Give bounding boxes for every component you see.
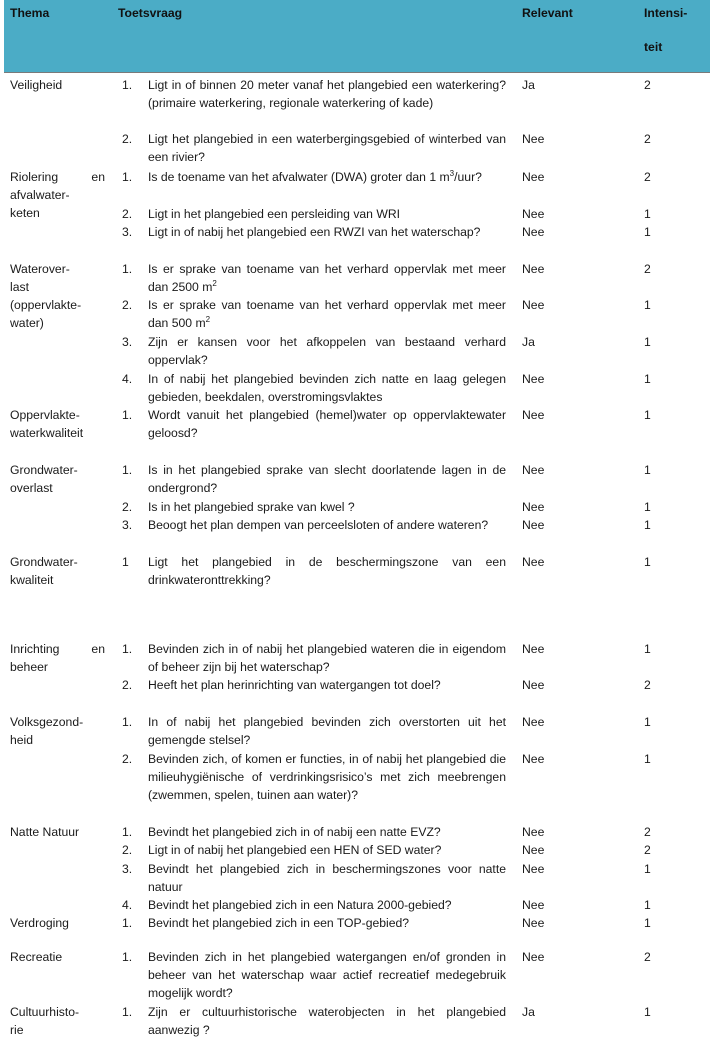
question-number: 1. (122, 950, 133, 964)
question-text: Is er sprake van toename van het verhard oppervlak met meer dan 500 $m^2$ (148, 298, 506, 330)
intensiteit-cell: 1 (644, 715, 651, 729)
thema-cell: Recreatie (10, 950, 63, 964)
question-text: Bevindt het plangebied zich in een Natura 2000-gebied? (148, 898, 452, 912)
question-text: Heeft het plan herinrichting van watergangen tot doel? (148, 678, 441, 692)
intensiteit-cell: 2 (644, 825, 651, 839)
question-text: Zijn er kansen voor het afkoppelen van bestaand verhard oppervlak? (148, 335, 506, 367)
intensiteit-cell: 1 (644, 500, 651, 514)
relevant-cell: Nee (522, 678, 545, 692)
relevant-cell: Nee (522, 843, 545, 857)
question-text: In of nabij het plangebied bevinden zich overstorten uit het gemengde stelsel? (148, 715, 506, 747)
question-text: Bevindt het plangebied zich in of nabij een natte EVZ? (148, 825, 441, 839)
question-text: Ligt in het plangebied een persleiding van WRI (148, 207, 401, 221)
question-number: 3. (122, 518, 133, 532)
intensiteit-cell: 1 (644, 225, 651, 239)
question-number: 4. (122, 372, 133, 386)
table-header (4, 0, 710, 72)
relevant-cell: Nee (522, 715, 545, 729)
relevant-cell: Nee (522, 950, 545, 964)
column-header-intensiteit-line2: teit (644, 40, 663, 54)
intensiteit-cell: 2 (644, 262, 651, 276)
column-header-thema: Thema (10, 6, 50, 20)
column-header-relevant: Relevant (522, 6, 573, 20)
intensiteit-cell: 1 (644, 298, 651, 312)
relevant-cell: Ja (522, 1005, 535, 1019)
question-number: 2. (122, 752, 133, 766)
question-text: Is de toename van het afvalwater (DWA) groter dan 1 $m^3$/uur? (148, 168, 482, 184)
question-number: 4. (122, 898, 133, 912)
relevant-cell: Nee (522, 132, 545, 146)
question-number: 1. (122, 408, 133, 422)
question-number: 1. (122, 825, 133, 839)
intensiteit-cell: 1 (644, 372, 651, 386)
question-number: 1. (122, 1005, 133, 1019)
question-text: Is er sprake van toename van het verhard oppervlak met meer dan 2500 $m^2$ (148, 262, 506, 294)
intensiteit-cell: 1 (644, 463, 651, 477)
intensiteit-cell: 2 (644, 843, 651, 857)
question-number: 1. (122, 715, 133, 729)
question-number: 2. (122, 207, 133, 221)
relevant-cell: Nee (522, 642, 545, 656)
column-header-intensiteit-line1: Intensi- (644, 6, 688, 20)
relevant-cell: Nee (522, 500, 545, 514)
relevant-cell: Nee (522, 170, 545, 184)
intensiteit-cell: 1 (644, 642, 651, 656)
intensiteit-cell: 1 (644, 518, 651, 532)
relevant-cell: Nee (522, 555, 545, 569)
intensiteit-cell: 1 (644, 862, 651, 876)
intensiteit-cell: 2 (644, 132, 651, 146)
relevant-cell: Nee (522, 225, 545, 239)
question-number: 3. (122, 335, 133, 349)
thema-cell: Waterover- last (oppervlakte- water) (10, 262, 82, 330)
intensiteit-cell: 1 (644, 555, 651, 569)
intensiteit-cell: 2 (644, 170, 651, 184)
relevant-cell: Nee (522, 298, 545, 312)
relevant-cell: Nee (522, 825, 545, 839)
question-number: 1. (122, 262, 133, 276)
question-number: 2. (122, 298, 133, 312)
intensiteit-cell: 2 (644, 78, 651, 92)
relevant-cell: Nee (522, 752, 545, 766)
question-text: Bevindt het plangebied zich in een TOP-gebied? (148, 916, 410, 930)
question-text: Bevindt het plangebied zich in beschermingszones voor natte natuur (148, 862, 506, 894)
question-number: 1 (122, 555, 129, 569)
header-divider (4, 72, 710, 73)
question-number: 1. (122, 642, 133, 656)
thema-cell: Grondwater- kwaliteit (10, 555, 78, 587)
question-number: 3. (122, 862, 133, 876)
question-text: Is in het plangebied sprake van kwel ? (148, 500, 355, 514)
relevant-cell: Ja (522, 78, 535, 92)
intensiteit-cell: 2 (644, 678, 651, 692)
question-text: Zijn er cultuurhistorische waterobjecten in het plangebied aanwezig ? (148, 1005, 506, 1037)
question-text: Wordt vanuit het plangebied (hemel)water op oppervlaktewater geloosd? (148, 408, 506, 440)
intensiteit-cell: 1 (644, 408, 651, 422)
relevant-cell: Nee (522, 518, 545, 532)
question-text: Bevinden zich in of nabij het plangebied wateren die in eigendom of beheer zijn bij het waterschap? (148, 642, 506, 674)
thema-cell: Riolering en afvalwater- keten (10, 170, 105, 220)
question-text: In of nabij het plangebied bevinden zich natte en laag gelegen gebieden, beekdalen, overstromingsvlaktes (148, 372, 506, 404)
question-text: Ligt het plangebied in de beschermingszone van een drinkwateronttrekking? (148, 555, 506, 587)
intensiteit-cell: 2 (644, 950, 651, 964)
thema-cell: Volksgezond- heid (10, 715, 84, 747)
question-number: 2. (122, 678, 133, 692)
question-number: 1. (122, 916, 133, 930)
question-text: Bevinden zich, of komen er functies, in of nabij het plangebied die milieuhygiënische of verdrinkingsrisico’s met zich meebrengen (zwemmen, spelen, tuinen aan water)? (148, 752, 506, 802)
intensiteit-cell: 1 (644, 335, 651, 349)
question-text: Is in het plangebied sprake van slecht doorlatende lagen in de ondergrond? (148, 463, 506, 495)
question-number: 2. (122, 132, 133, 146)
question-number: 3. (122, 225, 133, 239)
thema-cell: Inrichting en beheer (10, 642, 105, 674)
thema-cell: Natte Natuur (10, 825, 80, 839)
question-number: 1. (122, 78, 133, 92)
question-text: Ligt het plangebied in een waterbergingsgebied of winterbed van een rivier? (148, 132, 506, 164)
relevant-cell: Nee (522, 862, 545, 876)
thema-cell: Cultuurhisto- rie (10, 1005, 80, 1037)
relevant-cell: Nee (522, 408, 545, 422)
thema-cell: Grondwater- overlast (10, 463, 78, 495)
intensiteit-cell: 1 (644, 207, 651, 221)
intensiteit-cell: 1 (644, 1005, 651, 1019)
thema-cell: Verdroging (10, 916, 69, 930)
relevant-cell: Nee (522, 207, 545, 221)
question-text: Beoogt het plan dempen van perceelsloten of andere wateren? (148, 518, 489, 532)
question-text: Ligt in of nabij het plangebied een RWZI van het waterschap? (148, 225, 481, 239)
thema-cell: Oppervlakte- waterkwaliteit (10, 408, 84, 440)
relevant-cell: Nee (522, 916, 545, 930)
question-number: 1. (122, 170, 133, 184)
relevant-cell: Nee (522, 262, 545, 276)
intensiteit-cell: 1 (644, 898, 651, 912)
question-text: Ligt in of binnen 20 meter vanaf het plangebied een waterkering? (primaire waterkering, regionale waterkering of kade) (148, 78, 506, 110)
question-number: 2. (122, 843, 133, 857)
thema-cell: Veiligheid (10, 78, 63, 92)
relevant-cell: Nee (522, 372, 545, 386)
relevant-cell: Nee (522, 898, 545, 912)
intensiteit-cell: 1 (644, 752, 651, 766)
question-number: 2. (122, 500, 133, 514)
question-number: 1. (122, 463, 133, 477)
intensiteit-cell: 1 (644, 916, 651, 930)
relevant-cell: Ja (522, 335, 535, 349)
relevant-cell: Nee (522, 463, 545, 477)
column-header-toetsvraag: Toetsvraag (118, 6, 183, 20)
question-text: Bevinden zich in het plangebied watergangen en/of gronden in beheer van het waterschap waar actief recreatief medegebruik mogelijk wordt? (148, 950, 506, 1000)
question-text: Ligt in of nabij het plangebied een HEN of SED water? (148, 843, 442, 857)
